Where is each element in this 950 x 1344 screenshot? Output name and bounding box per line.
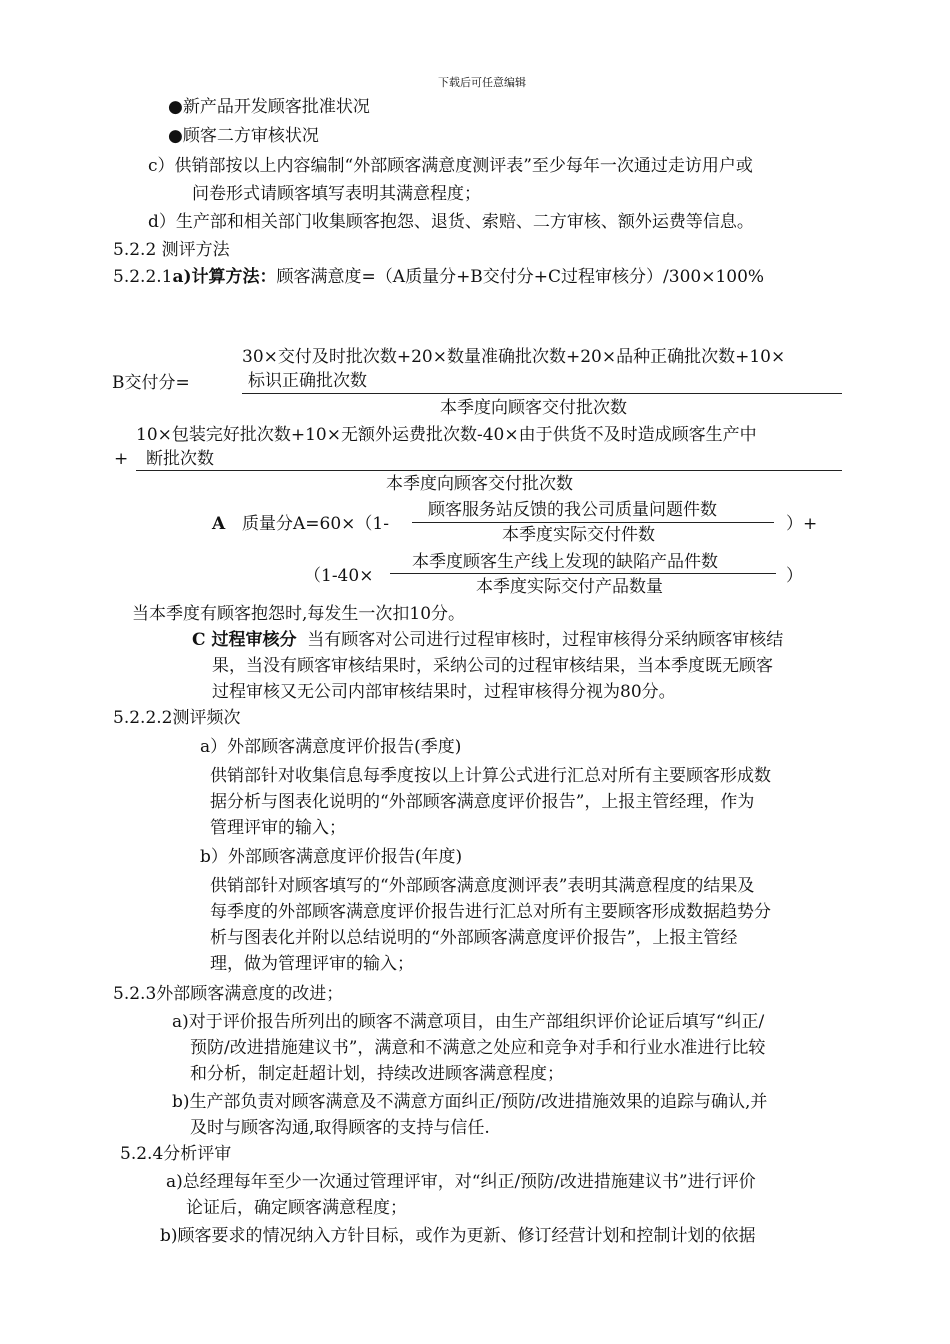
a-prefix: 质量分A=60×（1- [242, 514, 389, 534]
report-text: 理，做为管理评审的输入； [210, 954, 414, 974]
report-text: 供销部针对收集信息每季度按以上计算公式进行汇总对所有主要顾客形成数 [210, 766, 771, 786]
improvement-text: 及时与顾客沟通,取得顾客的支持与信任. [190, 1118, 490, 1138]
item-c-line: c）供销部按以上内容编制“外部顾客满意度测评表”至少每年一次通过走访用户或 [148, 156, 753, 176]
fraction-bar [390, 573, 776, 574]
plus-sign: + [114, 449, 129, 469]
bullet-item: ●顾客二方审核状况 [168, 126, 319, 146]
a-denominator: 本季度实际交付产品数量 [476, 577, 663, 597]
section-heading-524: 5.2.4分析评审 [120, 1144, 232, 1164]
b-numerator-line: 标识正确批次数 [248, 371, 367, 391]
b-numerator-line: 断批次数 [146, 449, 214, 469]
calc-label: a)计算方法： [172, 267, 277, 287]
complaint-rule: 当本季度有顾客抱怨时,每发生一次扣10分。 [132, 604, 466, 624]
a-denominator: 本季度实际交付件数 [502, 525, 655, 545]
b-numerator-line: 30×交付及时批次数+20×数量准确批次数+20×品种正确批次数+10× [242, 347, 786, 367]
report-title: b）外部顾客满意度评价报告(年度) [200, 847, 463, 867]
fraction-bar [136, 470, 842, 471]
report-text: 管理评审的输入； [210, 818, 346, 838]
b-denominator: 本季度向顾客交付批次数 [440, 398, 627, 418]
a-prefix: （1-40× [304, 566, 374, 586]
b-denominator: 本季度向顾客交付批次数 [386, 474, 573, 494]
c-section-line: 果，当没有顾客审核结果时，采纳公司的过程审核结果，当本季度既无顾客 [212, 656, 773, 676]
report-title: a）外部顾客满意度评价报告(季度) [200, 737, 462, 757]
review-text: b)顾客要求的情况纳入方针目标，或作为更新、修订经营计划和控制计划的依据 [160, 1226, 756, 1246]
b-label: B交付分= [112, 373, 190, 393]
c-label: C 过程审核分 [192, 630, 297, 650]
c-section-line: 过程审核又无公司内部审核结果时，过程审核得分视为80分。 [212, 682, 676, 702]
report-text: 据分析与图表化说明的“外部顾客满意度评价报告”，上报主管经理，作为 [210, 792, 755, 812]
improvement-text: a)对于评价报告所列出的顾客不满意项目，由生产部组织评价论证后填写“纠正/ [172, 1012, 765, 1032]
a-numerator: 顾客服务站反馈的我公司质量问题件数 [428, 500, 717, 520]
calc-number: 5.2.2.1 [113, 267, 173, 287]
page-header: 下载后可任意编辑 [438, 76, 526, 89]
report-text: 供销部针对顾客填写的“外部顾客满意度测评表”表明其满意程度的结果及 [210, 876, 755, 896]
b-numerator-line: 10×包装完好批次数+10×无额外运费批次数-40×由于供货不及时造成顾客生产中 [136, 425, 757, 445]
item-c-line: 问卷形式请顾客填写表明其满意程度； [192, 184, 481, 204]
bullet-item: ●新产品开发顾客批准状况 [168, 97, 370, 117]
item-d-line: d）生产部和相关部门收集顾客抱怨、退货、索赔、二方审核、额外运费等信息。 [148, 212, 754, 232]
section-heading-5222: 5.2.2.2测评频次 [113, 708, 241, 728]
calc-method-line [113, 266, 764, 288]
report-text: 每季度的外部顾客满意度评价报告进行汇总对所有主要顾客形成数据趋势分 [210, 902, 771, 922]
fraction-bar [412, 522, 774, 523]
section-heading-523: 5.2.3外部顾客满意度的改进； [113, 984, 344, 1004]
a-suffix: ） [786, 566, 803, 586]
section-heading-522: 5.2.2 测评方法 [113, 240, 230, 260]
review-text: 论证后，确定顾客满意程度； [186, 1198, 407, 1218]
improvement-text: 预防/改进措施建议书”，满意和不满意之处应和竞争对手和行业水准进行比较 [190, 1038, 766, 1058]
calc-formula: 顾客满意度=（A质量分+B交付分+C过程审核分）/300×100% [276, 267, 765, 287]
improvement-text: b)生产部负责对顾客满意及不满意方面纠正/预防/改进措施效果的追踪与确认,并 [172, 1092, 768, 1112]
a-numerator: 本季度顾客生产线上发现的缺陷产品件数 [412, 552, 718, 572]
c-section-line [192, 629, 783, 651]
improvement-text: 和分析，制定赶超计划，持续改进顾客满意程度； [190, 1064, 564, 1084]
review-text: a)总经理每年至少一次通过管理评审，对“纠正/预防/改进措施建议书”进行评价 [166, 1172, 756, 1192]
c-text: 当有顾客对公司进行过程审核时，过程审核得分采纳顾客审核结 [307, 630, 784, 650]
a-suffix: ）+ [786, 514, 818, 534]
a-letter: A [212, 514, 226, 534]
fraction-bar [242, 393, 842, 394]
report-text: 析与图表化并附以总结说明的“外部顾客满意度评价报告”，上报主管经 [210, 928, 738, 948]
